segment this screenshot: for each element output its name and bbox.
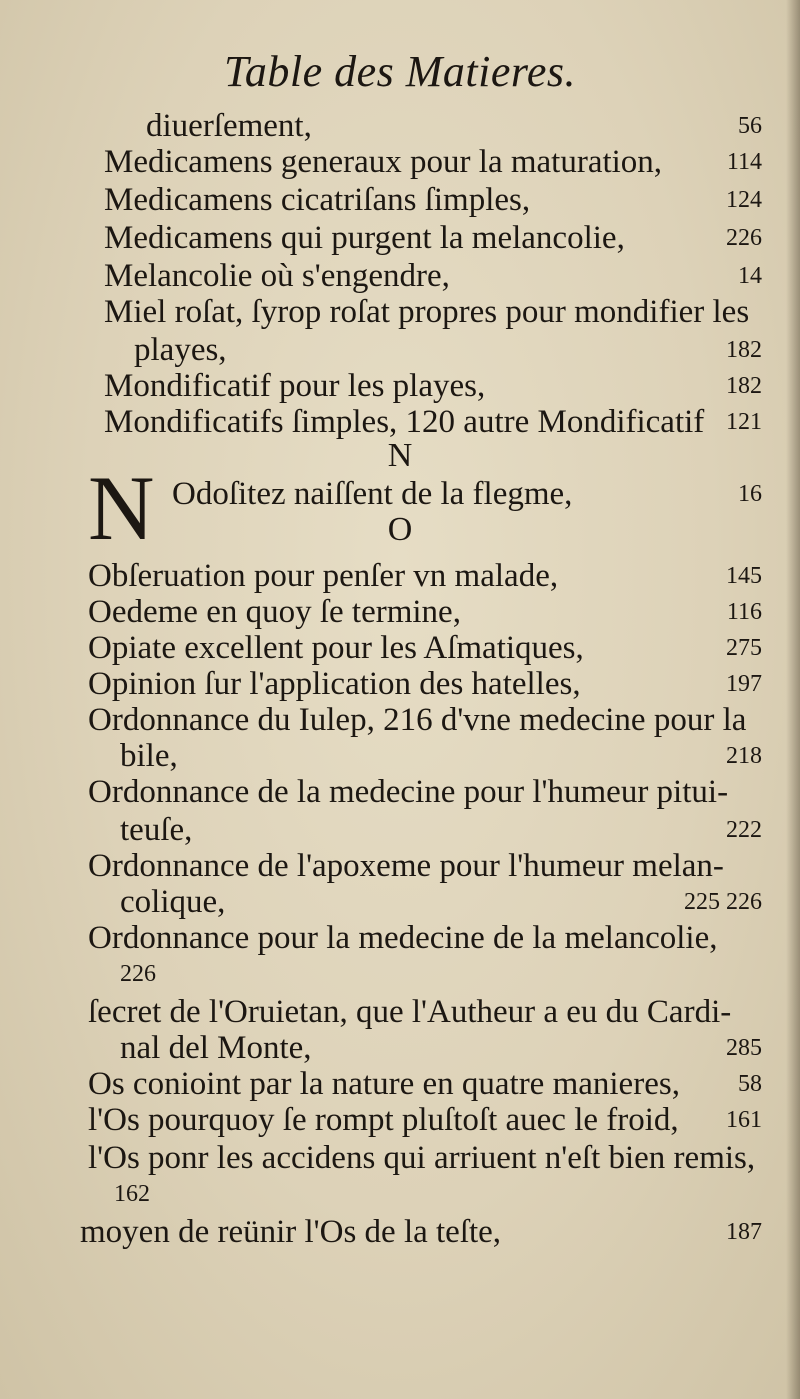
entry-text: Medicamens cicatriſans ſimples, [104, 182, 531, 218]
entry-text: Oedeme en quoy ſe termine, [88, 594, 461, 630]
entry-page: 56 [738, 113, 762, 139]
entry-page: 225 226 [684, 889, 762, 915]
entry-page: 182 [726, 373, 762, 399]
entry-text: Ordonnance de l'apoxeme pour l'humeur melan- [88, 848, 724, 884]
index-entry [0, 218, 800, 258]
index-entry [0, 366, 800, 406]
index-entry [0, 292, 800, 332]
entry-text: Ordonnance de la medecine pour l'humeur pitui- [88, 774, 729, 810]
index-entry [0, 810, 800, 850]
entry-text: Mondificatif pour les playes, [104, 368, 486, 404]
entry-page: 218 [726, 743, 762, 769]
index-entry [0, 918, 800, 958]
entry-text: Os conioint par la nature en quatre manieres, [88, 1066, 680, 1102]
index-entry [0, 700, 800, 740]
entry-text: Opiate excellent pour les Aſmatiques, [88, 630, 584, 666]
page-header: Table des Matieres. [223, 47, 577, 96]
entry-text: moyen de reünir l'Os de la teſte, [80, 1214, 502, 1250]
entry-text: Odoſitez naiſſent de la flegme, [172, 476, 573, 512]
index-entry [0, 180, 800, 220]
index-entry [0, 1100, 800, 1140]
index-entry [0, 1138, 800, 1178]
entry-text: teuſe, [120, 812, 193, 848]
index-entry [0, 1174, 800, 1214]
index-entry [0, 1028, 800, 1068]
entry-page: 114 [726, 149, 762, 175]
entry-page: 161 [726, 1107, 762, 1133]
entry-page: 58 [738, 1071, 762, 1097]
entry-text: Ordonnance pour la medecine de la melancolie, [88, 920, 718, 956]
entry-text: Mondificatifs ſimples, 120 autre Mondificatif [104, 404, 705, 440]
index-entry [0, 772, 800, 812]
section-letter-n: N [387, 437, 413, 474]
entry-page: 14 [738, 263, 762, 289]
entry-page: 285 [726, 1035, 762, 1061]
entry-text: diuerſement, [146, 108, 312, 144]
index-entry [0, 556, 800, 596]
index-entry [0, 882, 800, 922]
entry-page: 16 [738, 481, 762, 507]
index-entry [0, 1064, 800, 1104]
entry-page: 226 [726, 225, 762, 251]
index-entry [0, 664, 800, 704]
entry-text: Melancolie où s'engendre, [104, 258, 450, 294]
entry-text: l'Os pourquoy ſe rompt pluſtoſt auec le froid, [88, 1102, 679, 1138]
index-entry [0, 1212, 800, 1252]
index-entry [0, 992, 800, 1032]
entry-text: Opinion ſur l'application des hatelles, [88, 666, 581, 702]
entry-page: 182 [726, 337, 762, 363]
index-entry [0, 256, 800, 296]
entry-text: colique, [120, 884, 226, 920]
drop-cap-n: N [88, 457, 155, 559]
index-entry [0, 954, 800, 994]
entry-page: 197 [726, 671, 762, 697]
entry-text: Medicamens generaux pour la maturation, [104, 144, 663, 180]
index-entry [0, 330, 800, 370]
entry-text: Obſeruation pour penſer vn malade, [88, 558, 559, 594]
index-entry [0, 628, 800, 668]
entry-page: 222 [726, 817, 762, 843]
entry-page: 124 [726, 187, 762, 213]
index-entry [0, 736, 800, 776]
entry-text: playes, [134, 332, 227, 368]
section-letter-o: O [387, 511, 413, 548]
entry-text: Miel roſat, ſyrop roſat propres pour mondifier les [104, 294, 750, 330]
index-entry [0, 142, 800, 182]
index-entry [0, 846, 800, 886]
index-entry [0, 474, 800, 514]
entry-text: 226 [120, 961, 156, 987]
entry-page: 116 [726, 599, 762, 625]
index-entry [0, 106, 800, 146]
entry-text: 162 [114, 1181, 150, 1207]
entry-text: Ordonnance du Iulep, 216 d'vne medecine pour la [88, 702, 747, 738]
entry-page: 275 [726, 635, 762, 661]
entry-page: 145 [726, 563, 762, 589]
entry-text: l'Os ponr les accidens qui arriuent n'eſt bien remis, [88, 1140, 756, 1176]
entry-text: ſecret de l'Oruietan, que l'Autheur a eu du Cardi- [88, 994, 732, 1030]
entry-text: nal del Monte, [120, 1030, 312, 1066]
entry-page: 187 [726, 1219, 762, 1245]
entry-text: bile, [120, 738, 178, 774]
entry-page: 121 [726, 409, 762, 435]
index-entry [0, 592, 800, 632]
entry-text: Medicamens qui purgent la melancolie, [104, 220, 625, 256]
